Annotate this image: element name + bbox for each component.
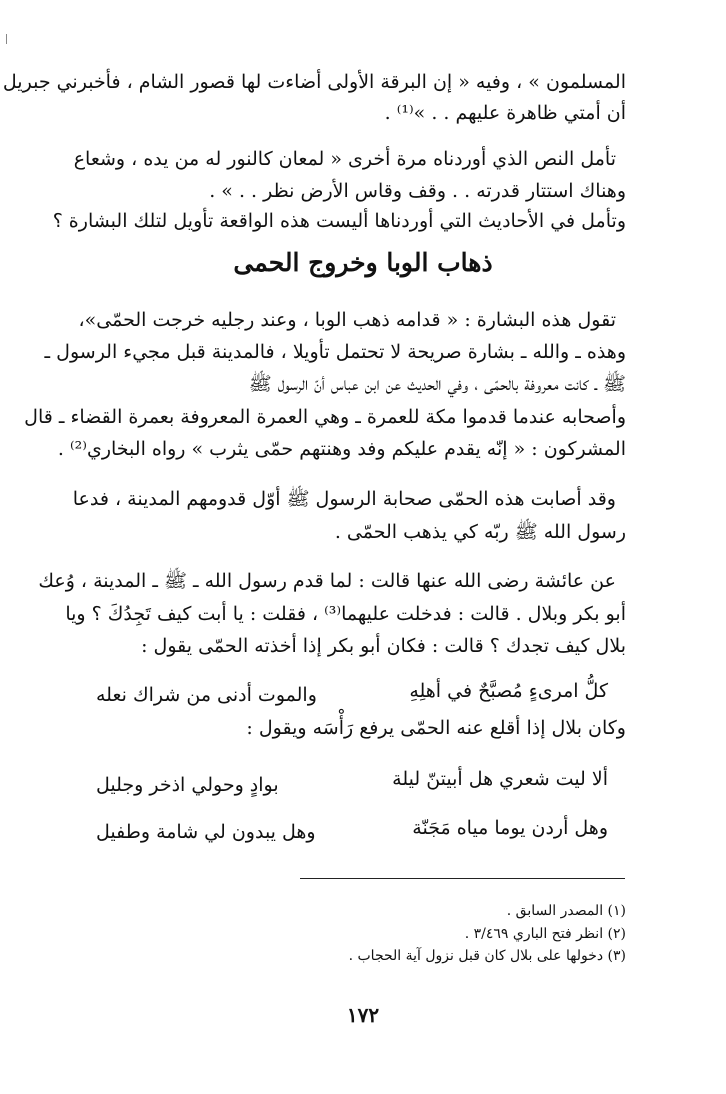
footnote: (٣) دخولها على بلال كان قبل نزول آية الحجاب . <box>348 948 626 964</box>
text-line: بلال كيف تجدك ؟ قالت : فكان أبو بكر إذا أخذته الحمّى يقول : <box>141 635 626 657</box>
footnote: (٢) انظر فتح الباري ٣/٤٦٩ . <box>464 926 626 942</box>
text-line: وتأمل في الأحاديث التي أوردناها أليست هذه الواقعة تأويل لتلك البشارة ؟ <box>52 210 626 232</box>
footnote: (١) المصدر السابق . <box>506 903 626 919</box>
verse-hemistich-left: بوادٍ وحولي اذخر وجليل <box>96 774 279 796</box>
footnote-separator <box>300 878 625 879</box>
text-line: وهذه ـ والله ـ بشارة صريحة لا تحتمل تأويلا ، فالمدينة قبل مجيء الرسول ـ <box>44 341 626 363</box>
text-line: ﷺ ـ كانت معروفة بالحمّى ، وفي الحديث عن ابن عباس أنّ الرسول ﷺ <box>248 373 626 395</box>
text-line: أبو بكر وبلال . قالت : فدخلت عليهما⁽³⁾ ، فقلت : يا أبت كيف تَجِدُكَ ؟ ويا <box>65 603 626 625</box>
text-line: أن أمتي ظاهرة عليهم . . »⁽¹⁾ . <box>384 102 626 124</box>
page-number: ١٧٢ <box>346 1003 380 1027</box>
section-heading: ذهاب الوبا وخروج الحمى <box>233 248 493 277</box>
text-line: تقول هذه البشارة : « قدامه ذهب الوبا ، وعند رجليه خرجت الحمّى»، <box>78 309 616 331</box>
text-line: وقد أصابت هذه الحمّى صحابة الرسول ﷺ أوّل قدومهم المدينة ، فدعا <box>72 488 616 510</box>
verse-hemistich-right: كلُّ امرىءٍ مُصبَّحٌ في أهلِهِ <box>409 680 608 702</box>
text-line: عن عائشة رضى الله عنها قالت : لما قدم رسول الله ـ ﷺ ـ المدينة ، وُعك <box>38 570 616 592</box>
text-line: المشركون : « إنّه يقدم عليكم وفد وهنتهم حمّى يثرب » رواه البخاري⁽²⁾ . <box>57 438 626 460</box>
verse-hemistich-left: والموت أدنى من شراك نعله <box>96 684 317 706</box>
verse-hemistich-left: وهل يبدون لي شامة وطفيل <box>96 821 316 843</box>
text-line: وكان بلال إذا أقلع عنه الحمّى يرفع رَأْسَه ويقول : <box>246 717 626 739</box>
text-line: تأمل النص الذي أوردناه مرة أخرى « لمعان كالنور له من يده ، وشعاع <box>73 148 616 170</box>
text-line: وهناك استتار قدرته . . وقف وقاس الأرض نظر . . » . <box>209 180 626 202</box>
verse-hemistich-right: وهل أردن يوما مياه مَجَنّة <box>412 817 608 839</box>
scan-edge-mark <box>6 34 7 44</box>
text-line: رسول الله ﷺ ربّه كي يذهب الحمّى . <box>334 521 626 543</box>
text-line: وأصحابه عندما قدموا مكة للعمرة ـ وهي العمرة المعروفة بعمرة القضاء ـ قال <box>24 406 626 428</box>
verse-hemistich-right: ألا ليت شعري هل أبيتنّ ليلة <box>392 768 608 790</box>
text-line: المسلمون » ، وفيه « إن البرقة الأولى أضاءت لها قصور الشام ، فأخبرني جبريل <box>2 71 626 93</box>
